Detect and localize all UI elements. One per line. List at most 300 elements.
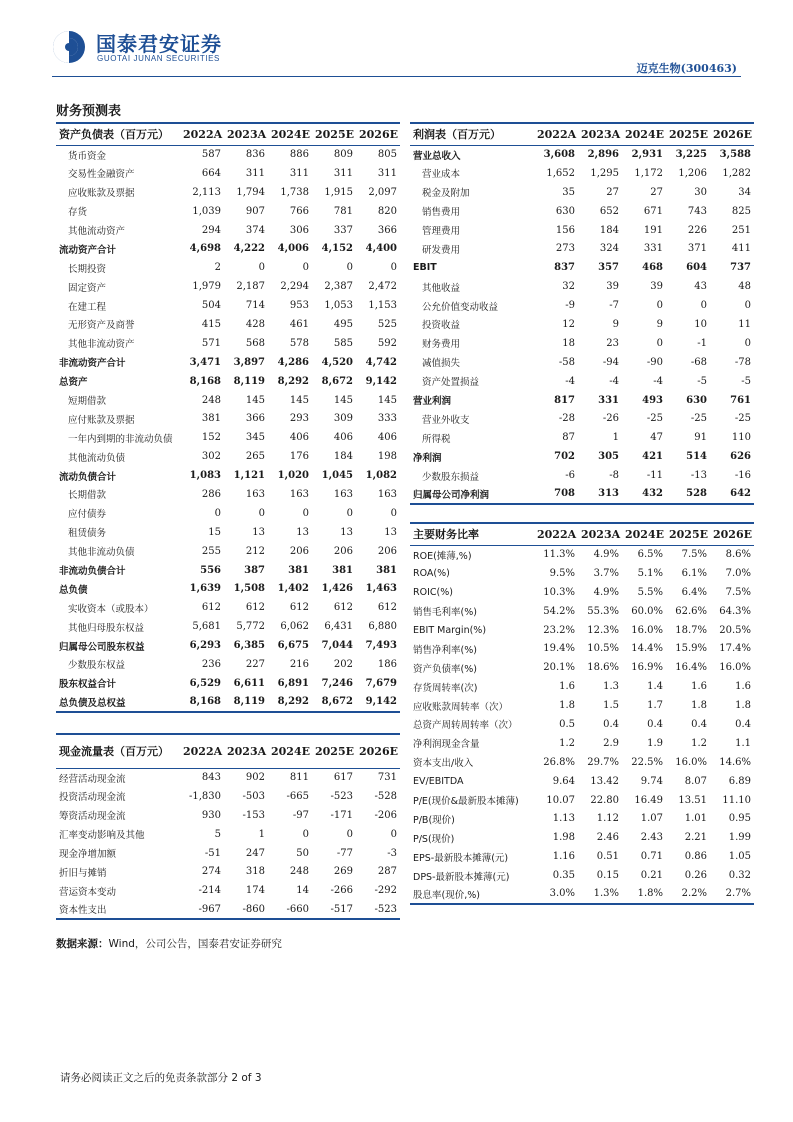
cell-value: 15 — [208, 526, 221, 538]
table-row — [410, 239, 754, 258]
cell-value: 227 — [245, 658, 265, 670]
year-header: 2023A — [578, 523, 622, 545]
row-label: 总负债及总权益 — [56, 693, 180, 712]
cell-value: 8,672 — [312, 693, 356, 712]
table-row — [410, 602, 754, 621]
cell-value: 2,113 — [192, 186, 221, 198]
cell-value: 2,472 — [368, 281, 397, 293]
table-header-row — [410, 123, 754, 145]
cell-value: 3.0% — [534, 885, 578, 904]
row-label: 短期借款 — [68, 396, 107, 408]
cell-value: 30 — [694, 186, 707, 198]
cell-value: 381 — [376, 564, 397, 576]
cell-value: 2.2% — [666, 885, 710, 904]
cell-value: 23 — [606, 337, 619, 349]
row-label: ROIC(%) — [413, 586, 453, 598]
row-label: 一年内到期的非流动负债 — [68, 433, 173, 445]
cell-value: 6.5% — [637, 549, 663, 561]
cell-value: 514 — [686, 451, 707, 463]
cell-value: 247 — [245, 847, 265, 859]
cell-value: 612 — [377, 602, 397, 614]
cell-value: 8,292 — [268, 693, 312, 712]
cell-value: 626 — [730, 451, 751, 463]
cell-value: 13 — [296, 526, 309, 538]
logo-english-name: GUOTAI JUNAN SECURITIES — [97, 54, 220, 63]
cell-value: -58 — [558, 356, 575, 368]
cell-value: -7 — [609, 300, 619, 312]
cell-value: 3,588 — [719, 149, 751, 161]
cell-value: 274 — [201, 866, 221, 878]
cell-value: 311 — [245, 167, 265, 179]
table-row — [56, 221, 400, 240]
header-divider — [52, 76, 741, 77]
cell-value: -68 — [690, 356, 707, 368]
cell-value: 3,471 — [189, 356, 221, 368]
row-label: 净利润现金含量 — [413, 739, 480, 751]
cell-value: -665 — [286, 790, 309, 802]
cell-value: 406 — [377, 432, 397, 444]
cell-value: 617 — [333, 772, 353, 784]
row-label: 营业外收支 — [422, 414, 470, 426]
table-row — [410, 621, 754, 640]
cell-value: 604 — [686, 262, 707, 274]
row-label: 货币资金 — [68, 150, 107, 162]
table-title: 利润表（百万元） — [410, 123, 534, 145]
cell-value: 206 — [377, 545, 397, 557]
cell-value: 7.0% — [725, 567, 751, 579]
row-label: 资本支出/收入 — [413, 758, 474, 770]
cell-value: -1,830 — [188, 790, 221, 802]
table-row — [56, 428, 400, 447]
cell-value: 313 — [578, 485, 622, 504]
cell-value: 2,931 — [631, 149, 663, 161]
cell-value: 2.9 — [603, 737, 619, 749]
row-label: 其他流动负债 — [68, 452, 126, 464]
table-row — [56, 391, 400, 410]
cell-value: 16.0% — [719, 662, 751, 674]
cell-value: 87 — [562, 432, 575, 444]
balance-sheet-table — [56, 122, 400, 713]
cell-value: 305 — [598, 451, 619, 463]
cell-value: 0 — [258, 262, 265, 274]
cell-value: 16.0% — [631, 624, 663, 636]
cell-value: 556 — [200, 564, 221, 576]
table-row — [56, 825, 400, 844]
year-header: 2023A — [578, 123, 622, 145]
cell-value: 504 — [201, 300, 221, 312]
cell-value: 145 — [377, 394, 397, 406]
year-header: 2026E — [710, 123, 754, 145]
year-header: 2025E — [312, 734, 356, 768]
cell-value: 145 — [289, 394, 309, 406]
table-row — [56, 145, 400, 164]
cell-value: -3 — [387, 847, 397, 859]
cell-value: 411 — [731, 243, 751, 255]
table-row — [56, 504, 400, 523]
row-label: 长期投资 — [68, 263, 107, 275]
cell-value: 843 — [201, 772, 221, 784]
cell-value: 612 — [333, 602, 353, 614]
year-header: 2026E — [356, 734, 400, 768]
row-label: 净利润 — [413, 452, 442, 464]
cell-value: 0 — [346, 828, 353, 840]
row-label: 总资产 — [59, 377, 88, 389]
cell-value: 7,493 — [365, 640, 397, 652]
cell-value: 7,679 — [365, 677, 397, 689]
cell-value: 12.3% — [587, 624, 619, 636]
cell-value: 0 — [744, 300, 751, 312]
cell-value: 27 — [650, 186, 663, 198]
cell-value: 23.2% — [543, 624, 575, 636]
year-header: 2022A — [180, 734, 224, 768]
cell-value: 15.9% — [675, 643, 707, 655]
row-label: ROA(%) — [413, 567, 450, 579]
year-header: 2023A — [224, 123, 268, 145]
table-row — [410, 315, 754, 334]
year-header: 2022A — [180, 123, 224, 145]
cell-value: 0 — [346, 262, 353, 274]
year-header: 2024E — [268, 123, 312, 145]
row-label: 其他流动资产 — [68, 226, 126, 237]
cell-value: -171 — [330, 809, 353, 821]
cell-value: 0 — [656, 337, 663, 349]
cell-value: 1.7 — [647, 700, 663, 712]
table-row — [56, 881, 400, 900]
cell-value: 54.2% — [543, 605, 575, 617]
cell-value: 421 — [642, 451, 663, 463]
row-label: EV/EBITDA — [413, 775, 464, 787]
cell-value: 381 — [201, 413, 221, 425]
cell-value: 251 — [731, 224, 751, 236]
cell-value: 930 — [201, 809, 221, 821]
cell-value: -292 — [374, 885, 397, 897]
row-label: 研发费用 — [422, 244, 461, 256]
cell-value: 761 — [730, 394, 751, 406]
cell-value: 1,426 — [321, 583, 353, 595]
data-source-note — [56, 936, 282, 951]
cell-value: 333 — [377, 413, 397, 425]
cell-value: 0.32 — [728, 870, 751, 882]
cell-value: 642 — [710, 485, 754, 504]
cell-value: 10.3% — [543, 586, 575, 598]
cell-value: 186 — [377, 658, 397, 670]
table-row — [410, 696, 754, 715]
cell-value: 578 — [289, 337, 309, 349]
cell-value: -860 — [224, 900, 268, 919]
cell-value: 10 — [694, 318, 707, 330]
row-label: EBIT — [413, 262, 437, 274]
table-row — [56, 239, 400, 258]
cell-value: 11 — [738, 318, 751, 330]
table-row — [410, 296, 754, 315]
cell-value: -77 — [336, 847, 353, 859]
cell-value: 18.6% — [587, 662, 619, 674]
cell-value: 708 — [534, 485, 578, 504]
row-label: P/S(现价) — [413, 833, 455, 845]
cell-value: 7.5% — [681, 549, 707, 561]
cell-value: 60.0% — [631, 605, 663, 617]
table-row — [410, 828, 754, 847]
cell-value: 269 — [333, 866, 353, 878]
cell-value: 5.5% — [637, 586, 663, 598]
cell-value: 6.1% — [681, 567, 707, 579]
cell-value: 6,891 — [277, 677, 309, 689]
table-row — [56, 164, 400, 183]
cell-value: 22.5% — [631, 756, 663, 768]
row-label: 总负债 — [59, 584, 88, 596]
table-row — [410, 791, 754, 810]
cell-value: 428 — [245, 318, 265, 330]
cell-value: 0 — [346, 507, 353, 519]
source-text: Wind，公司公告，国泰君安证券研究 — [108, 938, 282, 950]
row-label: 现金净增加额 — [59, 849, 117, 860]
year-header: 2022A — [534, 523, 578, 545]
cell-value: 0.4 — [603, 718, 619, 730]
table-row — [410, 372, 754, 391]
cell-value: 318 — [245, 866, 265, 878]
cell-value: -9 — [565, 300, 575, 312]
cell-value: 10.07 — [546, 794, 575, 806]
cell-value: 1,979 — [192, 281, 221, 293]
cell-value: 27 — [606, 186, 619, 198]
cell-value: 1,206 — [678, 167, 707, 179]
table-row — [410, 753, 754, 772]
table-row — [410, 485, 754, 504]
cell-value: 568 — [245, 337, 265, 349]
cell-value: 1,153 — [368, 300, 397, 312]
table-row — [56, 258, 400, 277]
cell-value: 612 — [245, 602, 265, 614]
table-row — [56, 655, 400, 674]
cell-value: 809 — [333, 149, 353, 161]
row-label: 租赁债务 — [68, 528, 107, 540]
cell-value: 4.9% — [593, 549, 619, 561]
cell-value: 953 — [289, 300, 309, 312]
cell-value: -5 — [741, 375, 751, 387]
cell-value: -528 — [374, 790, 397, 802]
financial-ratios-table — [410, 522, 754, 905]
cell-value: 2.46 — [596, 832, 619, 844]
cell-value: 43 — [694, 281, 707, 293]
row-label: 流动资产合计 — [59, 244, 117, 256]
year-header: 2026E — [710, 523, 754, 545]
table-row — [410, 277, 754, 296]
cell-value: 47 — [650, 432, 663, 444]
cell-value: 671 — [643, 205, 663, 217]
cell-value: 294 — [201, 224, 221, 236]
cell-value: 1.2 — [559, 737, 575, 749]
cell-value: 612 — [289, 602, 309, 614]
cell-value: 16.4% — [675, 662, 707, 674]
cell-value: 702 — [554, 451, 575, 463]
cell-value: 461 — [289, 318, 309, 330]
cell-value: 525 — [377, 318, 397, 330]
row-label: 应收账款周转率（次） — [413, 701, 509, 713]
cell-value: 2,896 — [587, 149, 619, 161]
page-footer: 请务必阅读正文之后的免责条款部分 2 of 3 — [60, 1072, 262, 1084]
cell-value: 0.4 — [691, 718, 707, 730]
table-row — [410, 258, 754, 277]
cell-value: 743 — [687, 205, 707, 217]
cell-value: 1 — [612, 432, 619, 444]
row-label: 税金及附加 — [422, 188, 470, 200]
year-header: 2024E — [268, 734, 312, 768]
table-row — [56, 523, 400, 542]
cell-value: 0.4 — [647, 718, 663, 730]
row-label: 汇率变动影响及其他 — [59, 830, 145, 842]
cell-value: 4,152 — [321, 243, 353, 255]
cell-value: 311 — [289, 167, 309, 179]
cell-value: 4,286 — [277, 356, 309, 368]
table-row — [410, 409, 754, 428]
cell-value: 1.6 — [735, 681, 751, 693]
cell-value: 907 — [245, 205, 265, 217]
cell-value: 286 — [201, 488, 221, 500]
cell-value: 16.49 — [634, 794, 663, 806]
cell-value: 1.8 — [691, 700, 707, 712]
cell-value: 493 — [642, 394, 663, 406]
cell-value: 2.43 — [640, 832, 663, 844]
table-row — [56, 787, 400, 806]
row-label: 资产负债率(%) — [413, 663, 477, 675]
cell-value: -660 — [268, 900, 312, 919]
table-row — [410, 202, 754, 221]
row-label: 应收账款及票据 — [68, 188, 135, 200]
cell-value: 6,062 — [280, 621, 309, 633]
cash-flow-table — [56, 733, 400, 920]
table-row — [410, 583, 754, 602]
cell-value: 1.12 — [596, 813, 619, 825]
table-row — [56, 334, 400, 353]
cell-value: -4 — [653, 375, 663, 387]
cell-value: -4 — [565, 375, 575, 387]
cell-value: 7,246 — [321, 677, 353, 689]
cell-value: -25 — [646, 413, 663, 425]
cell-value: 1.8% — [622, 885, 666, 904]
cell-value: 837 — [554, 262, 575, 274]
cell-value: 9,142 — [356, 693, 400, 712]
cell-value: 1,639 — [189, 583, 221, 595]
cell-value: 302 — [201, 451, 221, 463]
cell-value: -266 — [330, 885, 353, 897]
cell-value: 198 — [377, 451, 397, 463]
cell-value: 145 — [245, 394, 265, 406]
cell-value: 836 — [245, 149, 265, 161]
cell-value: 1,039 — [192, 205, 221, 217]
cell-value: 6,385 — [233, 640, 265, 652]
row-label: 其他非流动资产 — [68, 339, 135, 351]
cell-value: 737 — [730, 262, 751, 274]
cell-value: 4,222 — [233, 243, 265, 255]
cell-value: 2,387 — [324, 281, 353, 293]
cell-value: 1.9 — [647, 737, 663, 749]
table-row — [410, 715, 754, 734]
cell-value: 331 — [643, 243, 663, 255]
cell-value: 0 — [214, 507, 221, 519]
cell-value: 16.0% — [675, 756, 707, 768]
cell-value: 202 — [333, 658, 353, 670]
row-label: 在建工程 — [68, 301, 107, 313]
cell-value: 26.8% — [543, 756, 575, 768]
table-row — [410, 428, 754, 447]
cell-value: 6,293 — [189, 640, 221, 652]
cell-value: 1.5 — [603, 700, 619, 712]
cell-value: 91 — [694, 432, 707, 444]
cell-value: 48 — [738, 281, 751, 293]
cell-value: 8.6% — [725, 549, 751, 561]
year-header: 2024E — [622, 123, 666, 145]
table-row — [56, 806, 400, 825]
year-header: 2025E — [666, 523, 710, 545]
year-header: 2024E — [622, 523, 666, 545]
row-label: 存货 — [68, 207, 88, 219]
cell-value: 820 — [377, 205, 397, 217]
row-label: 营业总收入 — [413, 150, 461, 162]
cell-value: 14.6% — [719, 756, 751, 768]
cell-value: 1.13 — [552, 813, 575, 825]
row-label: 经营活动现金流 — [59, 773, 126, 785]
cell-value: 324 — [599, 243, 619, 255]
cell-value: 39 — [650, 281, 663, 293]
table-row — [410, 564, 754, 583]
cell-value: 1,172 — [634, 167, 663, 179]
cell-value: 3,225 — [675, 149, 707, 161]
cell-value: 1,402 — [277, 583, 309, 595]
row-label: P/E(现价&最新股本摊薄) — [413, 796, 519, 808]
cell-value: 34 — [738, 186, 751, 198]
cell-value: 1.6 — [559, 681, 575, 693]
cell-value: 8,119 — [233, 375, 265, 387]
table-row — [410, 639, 754, 658]
row-label: 非流动资产合计 — [59, 358, 126, 370]
cell-value: -153 — [242, 809, 265, 821]
cell-value: 11.3% — [543, 549, 575, 561]
row-label: 资本性支出 — [56, 900, 180, 919]
cell-value: 1.8 — [559, 700, 575, 712]
cell-value: 5.1% — [637, 567, 663, 579]
table-row — [410, 847, 754, 866]
cell-value: -523 — [356, 900, 400, 919]
table-row — [56, 693, 400, 712]
cell-value: -8 — [609, 470, 619, 482]
table-row — [56, 900, 400, 919]
cell-value: 528 — [666, 485, 710, 504]
cell-value: 0 — [390, 828, 397, 840]
cell-value: 1.01 — [684, 813, 707, 825]
cell-value: 886 — [289, 149, 309, 161]
cell-value: 1.3 — [603, 681, 619, 693]
cell-value: 1,282 — [722, 167, 751, 179]
cell-value: 902 — [245, 772, 265, 784]
row-label: 管理费用 — [422, 226, 461, 237]
cell-value: 6,880 — [368, 621, 397, 633]
cell-value: 6,675 — [277, 640, 309, 652]
row-label: 实收资本（或股本） — [68, 603, 154, 615]
cell-value: 1,738 — [280, 186, 309, 198]
logo-chinese-name: 国泰君安证券 — [96, 32, 222, 56]
table-row — [410, 466, 754, 485]
row-label: 归属母公司净利润 — [410, 485, 534, 504]
cell-value: 6.4% — [681, 586, 707, 598]
cell-value: 9,142 — [365, 375, 397, 387]
cell-value: 1,915 — [324, 186, 353, 198]
cell-value: 495 — [333, 318, 353, 330]
cell-value: -26 — [602, 413, 619, 425]
cell-value: 152 — [201, 432, 221, 444]
table-row — [410, 353, 754, 372]
company-ticker: 迈克生物(300463) — [636, 62, 737, 75]
cell-value: 331 — [598, 394, 619, 406]
